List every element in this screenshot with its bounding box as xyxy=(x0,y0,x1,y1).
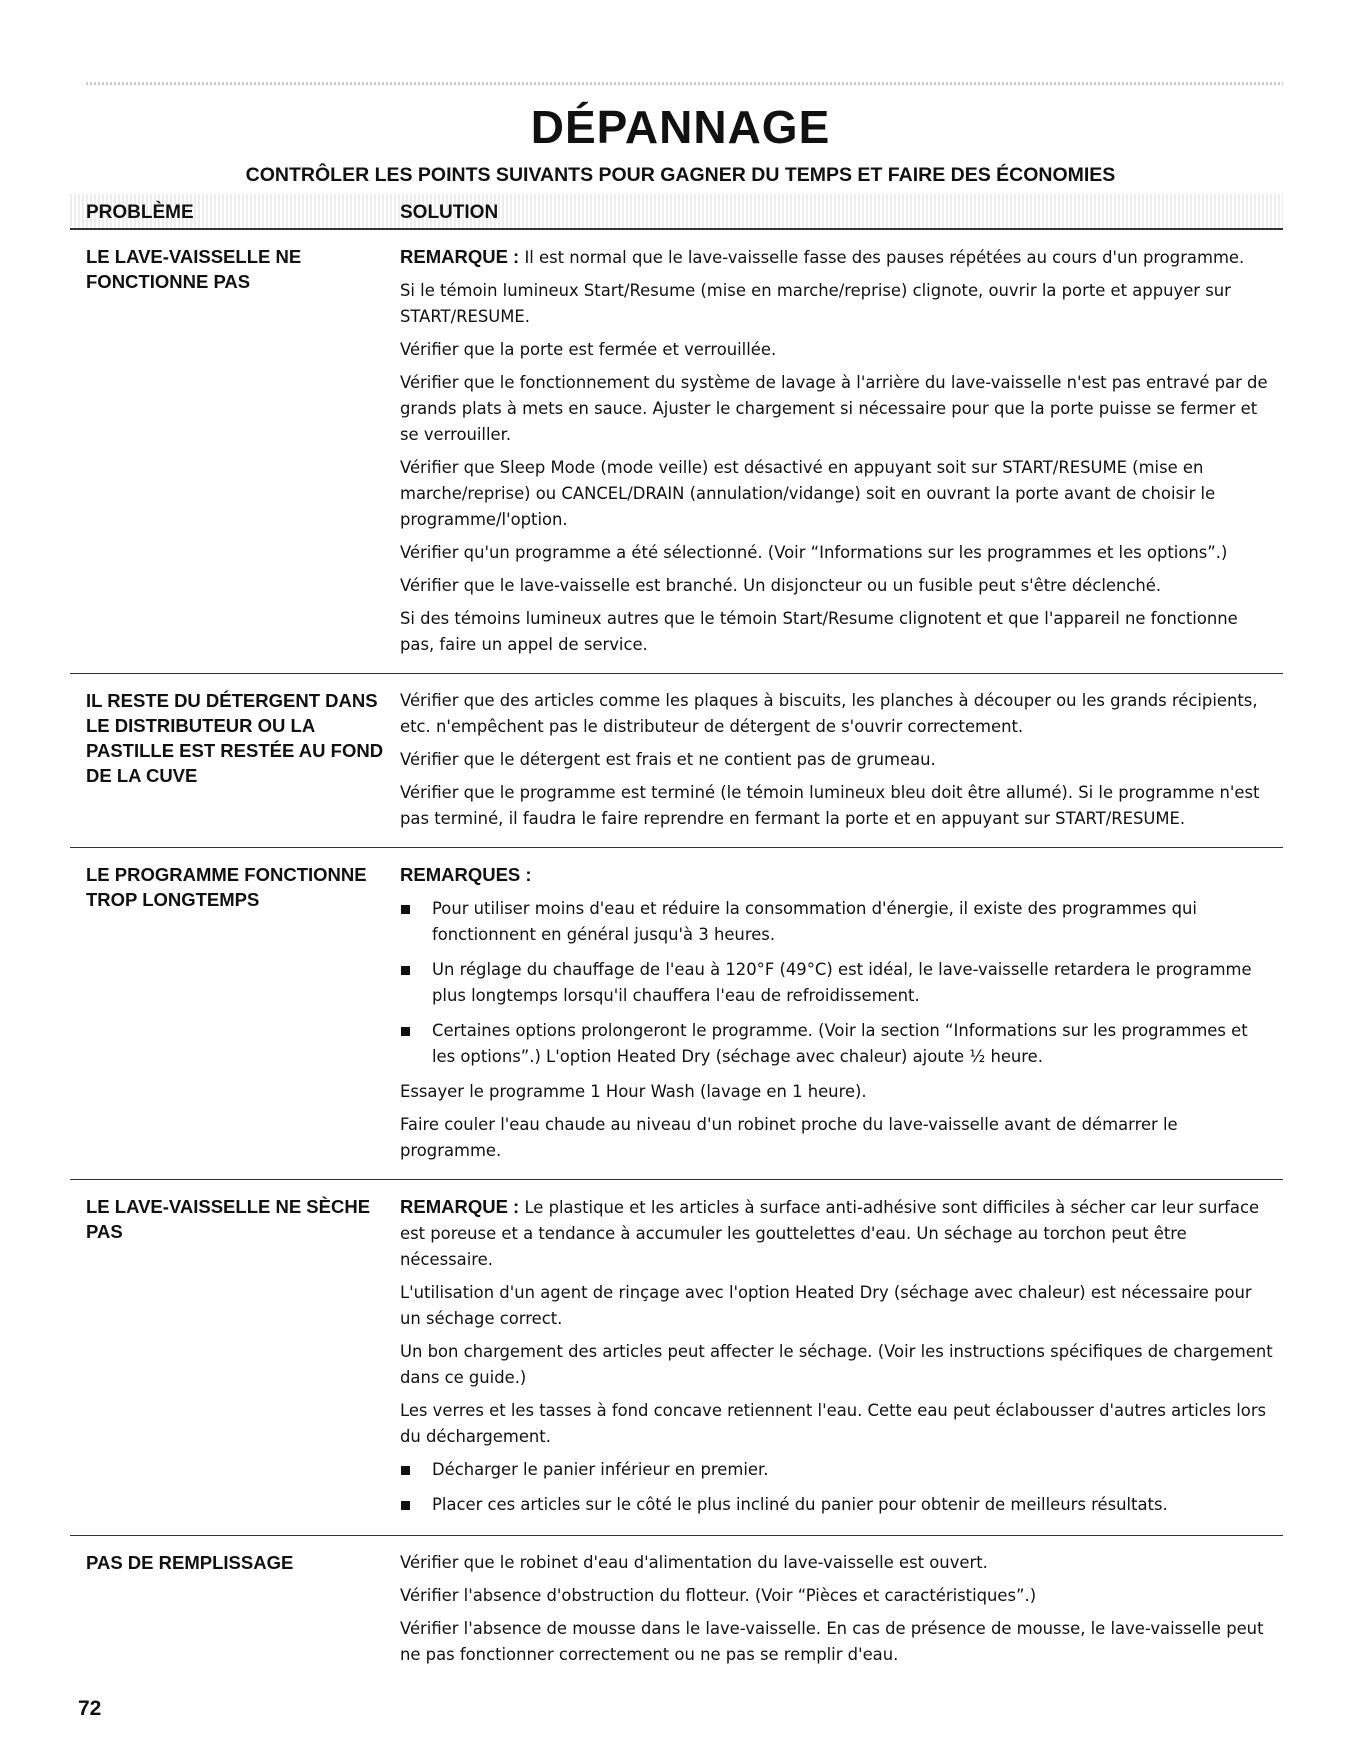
solution-text: Certaines options prolongeront le programme. (Voir la section “Informations sur les programmes et les options”.) L'option Heated Dry (séchage avec chaleur) ajoute ½ heure. xyxy=(432,1021,1248,1066)
solution-paragraph xyxy=(400,1112,1275,1164)
troubleshooting-table xyxy=(70,230,1283,1683)
problem-cell: PAS DE REMPLISSAGE xyxy=(86,1552,294,1573)
solution-paragraph xyxy=(400,780,1275,832)
bullet-item xyxy=(400,1457,1275,1483)
solution-text: Vérifier que le lave-vaisselle est branché. Un disjoncteur ou un fusible peut s'être déclenché. xyxy=(400,576,1162,595)
page-title: DÉPANNAGE xyxy=(530,101,831,153)
square-bullet-icon xyxy=(401,905,410,914)
solution-text: Vérifier que le détergent est frais et ne contient pas de grumeau. xyxy=(400,750,936,769)
solution-text: Placer ces articles sur le côté le plus incliné du panier pour obtenir de meilleurs résultats. xyxy=(432,1495,1168,1514)
bullet-item xyxy=(400,957,1275,1009)
solution-text: Il est normal que le lave-vaisselle fasse des pauses répétées au cours d'un programme. xyxy=(519,248,1245,267)
solution-paragraph xyxy=(400,1583,1275,1609)
solution-paragraph xyxy=(400,747,1275,773)
column-header-solution: SOLUTION xyxy=(400,202,499,223)
solution-cell xyxy=(400,688,1283,839)
square-bullet-icon xyxy=(401,1027,410,1036)
solution-text: L'utilisation d'un agent de rinçage avec l'option Heated Dry (séchage avec chaleur) est nécessaire pour un séchage correct. xyxy=(400,1283,1252,1328)
bullet-list xyxy=(400,1457,1275,1518)
bullet-item xyxy=(400,896,1275,948)
solution-text: Si le témoin lumineux Start/Resume (mise en marche/reprise) clignote, ouvrir la porte et appuyer sur START/RESUME. xyxy=(400,281,1231,326)
solution-paragraph xyxy=(400,1550,1275,1576)
solution-text: Un réglage du chauffage de l'eau à 120°F (49°C) est idéal, le lave-vaisselle retardera le programme plus longtemps lorsqu'il chauffera l'eau de refroidissement. xyxy=(432,960,1252,1005)
table-header xyxy=(70,194,1283,228)
solution-paragraph xyxy=(400,688,1275,740)
solution-paragraph xyxy=(400,606,1275,658)
page-number: 72 xyxy=(78,1697,102,1720)
remark-label: REMARQUE : xyxy=(400,246,520,267)
table-row xyxy=(70,674,1283,848)
solution-paragraph xyxy=(400,455,1275,533)
solution-text: Vérifier que le fonctionnement du système de lavage à l'arrière du lave-vaisselle n'est pas entravé par de grands plats à mets en sauce. Ajuster le chargement si nécessaire pour que la porte puisse se fermer et se verrouiller. xyxy=(400,373,1268,444)
bullet-list xyxy=(400,896,1275,1070)
solution-text: Essayer le programme 1 Hour Wash (lavage en 1 heure). xyxy=(400,1082,867,1101)
solution-text: Vérifier que le robinet d'eau d'alimentation du lave-vaisselle est ouvert. xyxy=(400,1553,988,1572)
problem-cell: IL RESTE DU DÉTERGENT DANS LE DISTRIBUTEUR OU LA PASTILLE EST RESTÉE AU FOND DE LA CUVE xyxy=(86,690,384,786)
top-rule xyxy=(86,82,1283,85)
bullet-item xyxy=(400,1018,1275,1070)
remark-label: REMARQUES : xyxy=(400,864,532,885)
table-row xyxy=(70,230,1283,674)
solution-paragraph xyxy=(400,1398,1275,1450)
solution-text: Vérifier que Sleep Mode (mode veille) est désactivé en appuyant soit sur START/RESUME (mise en marche/reprise) ou CANCEL/DRAIN (annulation/vidange) soit en ouvrant la porte avant de choisir le programme/l'option. xyxy=(400,458,1216,529)
solution-text: Vérifier l'absence d'obstruction du flotteur. (Voir “Pièces et caractéristiques”.) xyxy=(400,1586,1037,1605)
page-subtitle: CONTRÔLER LES POINTS SUIVANTS POUR GAGNER DU TEMPS ET FAIRE DES ÉCONOMIES xyxy=(245,164,1116,186)
solution-text: Vérifier qu'un programme a été sélectionné. (Voir “Informations sur les programmes et les options”.) xyxy=(400,543,1228,562)
square-bullet-icon xyxy=(401,966,410,975)
solution-text: Un bon chargement des articles peut affecter le séchage. (Voir les instructions spécifiques de chargement dans ce guide.) xyxy=(400,1342,1273,1387)
solution-text: Vérifier que la porte est fermée et verrouillée. xyxy=(400,340,777,359)
solution-text: Pour utiliser moins d'eau et réduire la consommation d'énergie, il existe des programmes qui fonctionnent en général jusqu'à 3 heures. xyxy=(432,899,1197,944)
solution-text: Vérifier que le programme est terminé (le témoin lumineux bleu doit être allumé). Si le programme n'est pas terminé, il faudra le faire reprendre en fermant la porte et en appuyant sur START/RESUME. xyxy=(400,783,1260,828)
solution-cell xyxy=(400,1194,1283,1527)
bullet-item xyxy=(400,1492,1275,1518)
solution-paragraph xyxy=(400,540,1275,566)
solution-text: Les verres et les tasses à fond concave retiennent l'eau. Cette eau peut éclabousser d'autres articles lors du déchargement. xyxy=(400,1401,1267,1446)
table-row xyxy=(70,1180,1283,1536)
problem-cell: LE PROGRAMME FONCTIONNE TROP LONGTEMPS xyxy=(86,864,367,910)
solution-cell xyxy=(400,244,1283,665)
solution-text: Vérifier l'absence de mousse dans le lave-vaisselle. En cas de présence de mousse, le lave-vaisselle peut ne pas fonctionner correctement ou ne pas se remplir d'eau. xyxy=(400,1619,1264,1664)
solution-text: Décharger le panier inférieur en premier. xyxy=(432,1460,769,1479)
solution-text: Si des témoins lumineux autres que le témoin Start/Resume clignotent et que l'appareil ne fonctionne pas, faire un appel de service. xyxy=(400,609,1238,654)
remark-paragraph xyxy=(400,244,1275,271)
solution-paragraph xyxy=(400,1280,1275,1332)
remark-paragraph xyxy=(400,1194,1275,1273)
table-row xyxy=(70,1536,1283,1683)
solution-paragraph xyxy=(400,1616,1275,1668)
square-bullet-icon xyxy=(401,1501,410,1510)
solution-paragraph xyxy=(400,1339,1275,1391)
solution-paragraph xyxy=(400,337,1275,363)
remark-label: REMARQUE : xyxy=(400,1196,520,1217)
solution-text: Faire couler l'eau chaude au niveau d'un robinet proche du lave-vaisselle avant de démarrer le programme. xyxy=(400,1115,1178,1160)
solution-text: Vérifier que des articles comme les plaques à biscuits, les planches à découper ou les grands récipients, etc. n'empêchent pas le distributeur de détergent de s'ouvrir correctement. xyxy=(400,691,1258,736)
solution-cell xyxy=(400,1550,1283,1675)
problem-cell: LE LAVE-VAISSELLE NE FONCTIONNE PAS xyxy=(86,246,302,292)
column-header-problem: PROBLÈME xyxy=(86,202,194,223)
remark-paragraph xyxy=(400,862,1275,889)
table-row xyxy=(70,848,1283,1180)
square-bullet-icon xyxy=(401,1466,410,1475)
solution-text: Le plastique et les articles à surface anti-adhésive sont difficiles à sécher car leur surface est poreuse et a tendance à accumuler les gouttelettes d'eau. Un séchage au torchon peut être nécessaire. xyxy=(400,1198,1260,1269)
solution-paragraph xyxy=(400,278,1275,330)
solution-paragraph xyxy=(400,370,1275,448)
solution-paragraph xyxy=(400,1079,1275,1105)
solution-cell xyxy=(400,862,1283,1171)
problem-cell: LE LAVE-VAISSELLE NE SÈCHE PAS xyxy=(86,1196,371,1242)
solution-paragraph xyxy=(400,573,1275,599)
